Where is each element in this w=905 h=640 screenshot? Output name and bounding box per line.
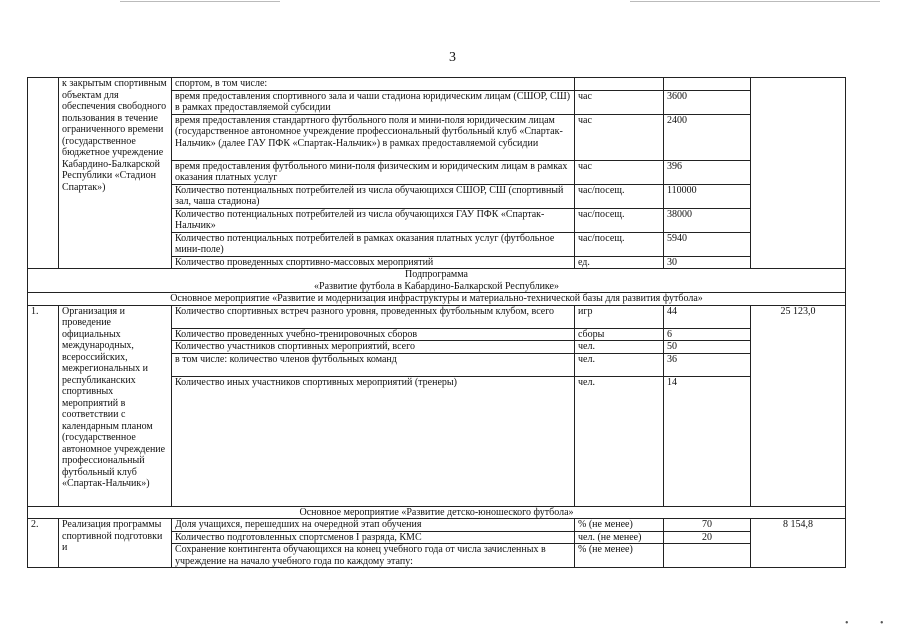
value-cell: 14 xyxy=(664,376,751,506)
object-name-cell: Организация и проведение официальных международных, всероссийских, межрегиональных и республиканских спортивных мероприятий в соответствии с календарным планом (государственное автономное учреждение профессиональный футбольный клуб «Спартак-Нальчик») xyxy=(59,305,172,506)
unit-cell: час/посещ. xyxy=(575,184,664,208)
value-cell xyxy=(664,78,751,91)
main-event-title: Основное мероприятие «Развитие и модернизация инфраструктуры и материально-технической базы для развития футбола» xyxy=(28,293,846,306)
indicator-cell: Количество потенциальных потребителей из числа обучающихся ГАУ ПФК «Спартак-Нальчик» xyxy=(172,208,575,232)
indicator-cell: Количество потенциальных потребителей в рамках оказания платных услуг (футбольное мини-поле) xyxy=(172,232,575,256)
indicator-cell: Сохранение контингента обучающихся на конец учебного года от числа зачисленных в учреждение на начало учебного года по каждому этапу: xyxy=(172,544,575,568)
unit-cell: % (не менее) xyxy=(575,519,664,532)
table-row xyxy=(28,78,846,91)
main-event-row xyxy=(28,506,846,519)
row-number-cell: 2. xyxy=(28,519,59,568)
unit-cell: чел. xyxy=(575,376,664,506)
value-cell: 20 xyxy=(664,531,751,544)
amount-cell: 8 154,8 xyxy=(751,519,846,568)
page-number: 3 xyxy=(449,50,456,65)
amount-cell: 25 123,0 xyxy=(751,305,846,506)
value-cell: 70 xyxy=(664,519,751,532)
unit-cell: час/посещ. xyxy=(575,208,664,232)
value-cell: 36 xyxy=(664,353,751,376)
value-cell: 38000 xyxy=(664,208,751,232)
unit-cell: % (не менее) xyxy=(575,544,664,568)
table-row xyxy=(28,519,846,532)
scan-artifact-top-left xyxy=(120,1,280,2)
main-event-title: Основное мероприятие «Развитие детско-юношеского футбола» xyxy=(28,506,846,519)
subprogram-title xyxy=(28,269,846,293)
value-cell xyxy=(664,544,751,568)
indicator-cell: время предоставления стандартного футбольного поля и мини-поля юридическим лицам (государственное автономное учреждение профессиональный футбольный клуб «Спартак-Нальчик» (далее ГАУ ПФК «Спартак-Нальчик») в рамках предоставляемой субсидии xyxy=(172,114,575,160)
indicator-cell: время предоставления футбольного мини-поля физическим и юридическим лицам в рамках оказания платных услуг xyxy=(172,160,575,184)
indicator-cell: время предоставления спортивного зала и чаши стадиона юридическим лицам (СШОР, СШ) в рамках предоставляемой субсидии xyxy=(172,90,575,114)
indicator-cell: Количество проведенных спортивно-массовых мероприятий xyxy=(172,256,575,269)
subprogram-label: Подпрограмма xyxy=(405,269,468,280)
value-cell: 2400 xyxy=(664,114,751,160)
main-event-row xyxy=(28,293,846,306)
object-name-cell: к закрытым спортивным объектам для обеспечения свободного пользования в течение ограниченного времени (государственное бюджетное учреждение Кабардино-Балкарской Республики «Стадион Спартак») xyxy=(59,78,172,269)
indicator-cell: спортом, в том числе: xyxy=(172,78,575,91)
value-cell: 44 xyxy=(664,305,751,328)
amount-cell xyxy=(751,78,846,269)
value-cell: 50 xyxy=(664,341,751,354)
indicator-cell: в том числе: количество членов футбольных команд xyxy=(172,353,575,376)
indicator-cell: Количество потенциальных потребителей из числа обучающихся СШОР, СШ (спортивный зал, чаша стадиона) xyxy=(172,184,575,208)
indicator-cell: Количество проведенных учебно-тренировочных сборов xyxy=(172,328,575,341)
row-number-cell: 1. xyxy=(28,305,59,506)
unit-cell xyxy=(575,78,664,91)
unit-cell: чел. xyxy=(575,353,664,376)
indicator-cell: Количество подготовленных спортсменов I разряда, КМС xyxy=(172,531,575,544)
indicator-cell: Количество спортивных встреч разного уровня, проведенных футбольным клубом, всего xyxy=(172,305,575,328)
unit-cell: час xyxy=(575,160,664,184)
indicator-cell: Количество иных участников спортивных мероприятий (тренеры) xyxy=(172,376,575,506)
row-number-cell xyxy=(28,78,59,269)
indicator-cell: Доля учащихся, перешедших на очередной этап обучения xyxy=(172,519,575,532)
scan-speck-mark: • xyxy=(880,618,884,629)
indicator-cell: Количество участников спортивных мероприятий, всего xyxy=(172,341,575,354)
object-name-cell: Реализация программы спортивной подготовки и xyxy=(59,519,172,568)
scan-artifact-top-right xyxy=(630,1,880,2)
unit-cell: чел. (не менее) xyxy=(575,531,664,544)
value-cell: 396 xyxy=(664,160,751,184)
value-cell: 30 xyxy=(664,256,751,269)
unit-cell: игр xyxy=(575,305,664,328)
document-table xyxy=(27,77,846,568)
value-cell: 6 xyxy=(664,328,751,341)
unit-cell: час/посещ. xyxy=(575,232,664,256)
value-cell: 5940 xyxy=(664,232,751,256)
scan-speck-mark: • xyxy=(845,618,849,629)
unit-cell: час xyxy=(575,114,664,160)
value-cell: 110000 xyxy=(664,184,751,208)
value-cell: 3600 xyxy=(664,90,751,114)
subprogram-name: «Развитие футбола в Кабардино-Балкарской Республике» xyxy=(314,280,559,292)
unit-cell: чел. xyxy=(575,341,664,354)
unit-cell: час xyxy=(575,90,664,114)
subprogram-row xyxy=(28,269,846,293)
table-row xyxy=(28,305,846,328)
unit-cell: ед. xyxy=(575,256,664,269)
unit-cell: сборы xyxy=(575,328,664,341)
